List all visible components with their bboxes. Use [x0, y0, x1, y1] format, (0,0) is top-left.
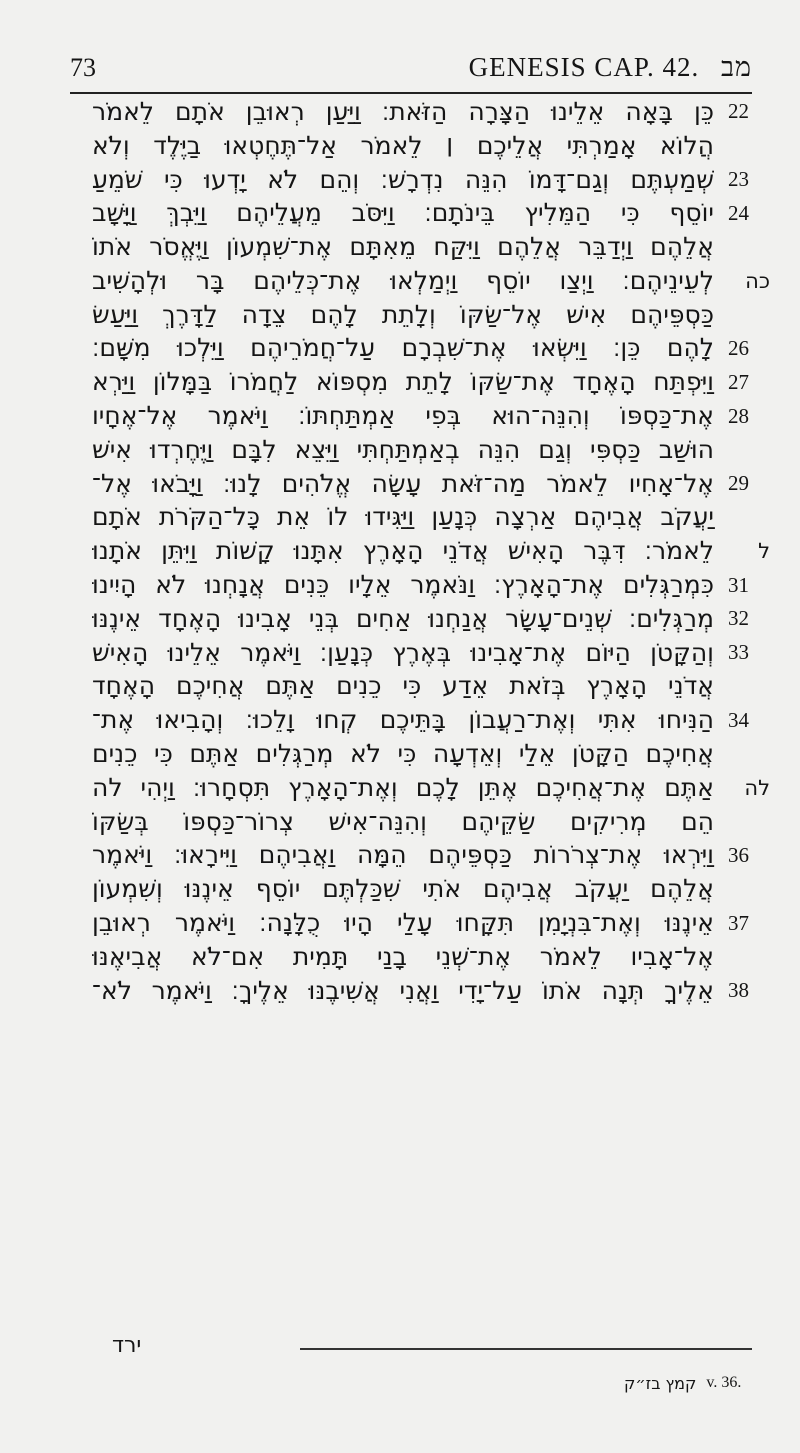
- verse-number: לה: [744, 775, 770, 800]
- text-line: [92, 974, 770, 1008]
- line-text: לֵאמֹר׃ דִּבֶּר הָאִישׁ אֲדֹנֵי הָאָרֶץ אִתָּנוּ קָשׁוֹת וַיִּתֵּן אֹתָנוּ: [92, 536, 714, 566]
- text-line: [92, 940, 770, 974]
- text-line: [92, 467, 770, 501]
- line-text: הַנִּיחוּ אִתִּי וְאֶת־רַעֲבוֹן בָּתֵּיכֶם קְחוּ וָלֵכוּ׃ וְהָבִיאוּ אֶת־: [92, 705, 714, 735]
- line-text: אֲחִיכֶם הַקָּטֹן אֵלַי וְאֵדְעָה כִּי לֹא מְרַגְּלִים אַתֶּם כִּי כֵנִים: [92, 739, 714, 769]
- chapter-hebrew: מב: [720, 52, 752, 82]
- text-line: [92, 670, 770, 704]
- line-text: הֲלוֹא אָמַרְתִּי אֲלֵיכֶם ׀ לֵאמֹר אַל־תֶּחֶטְאוּ בַיֶּלֶד וְלֹא: [92, 130, 714, 160]
- line-text: אֲלֵהֶם יַעֲקֹב אֲבִיהֶם אֹתִי שִׁכַּלְתֶּם יוֹסֵף אֵינֶנּוּ וְשִׁמְעוֹן: [92, 874, 714, 904]
- page-number: 73: [70, 53, 96, 82]
- line-text: אֵלֶיךָ תְּנָה אֹתוֹ עַל־יָדִי וַאֲנִי אֲשִׁיבֶנּוּ אֵלֶיךָ׃ וַיֹּאמֶר לֹא־: [92, 975, 714, 1005]
- text-line: [92, 332, 770, 366]
- line-text: כַּסְפֵּיהֶם אִישׁ אֶל־שַׂקּוֹ וְלָתֵת לָהֶם צֵדָה לַדָּרֶךְ וַיַּעַשׂ: [92, 299, 714, 329]
- line-text: וַיִּרְאוּ אֶת־צְרֹרוֹת כַּסְפֵּיהֶם הֵמָּה וַאֲבִיהֶם וַיִּירָאוּ׃ וַיֹּאמֶר: [92, 840, 714, 870]
- footnote-rule: [300, 1348, 752, 1350]
- running-head-title: GENESIS CAP. 42.: [468, 52, 700, 82]
- line-text: יַעֲקֹב אֲבִיהֶם אַרְצָה כְּנָעַן וַיַּגִּידוּ לוֹ אֵת כָּל־הַקֹּרֹת אֹתָם: [92, 502, 714, 532]
- line-text: אֶל־אָחִיו לֵאמֹר מַה־זֹּאת עָשָׂה אֱלֹהִים לָנוּ׃ וַיָּבֹאוּ אֶל־: [92, 468, 714, 498]
- line-text: הוּשַׁב כַּסְפִּי וְגַם הִנֵּה בְאַמְתַּחְתִּי וַיֵּצֵא לִבָּם וַיֶּחֶרְדוּ אִישׁ: [92, 434, 714, 464]
- text-line: [92, 129, 770, 163]
- verse-number: 27: [728, 369, 749, 394]
- verse-number: 34: [728, 707, 749, 732]
- catchword: ירד: [112, 1333, 142, 1358]
- line-text: לָהֶם כֵּן׃ וַיִּשְׂאוּ אֶת־שִׁבְרָם עַל־חֲמֹרֵיהֶם וַיֵּלְכוּ מִשָּׁם׃: [92, 333, 714, 363]
- text-line: [92, 771, 770, 805]
- line-text: אֶל־אָבִיו לֵאמֹר אֶת־שְׁנֵי בָנַי תָּמִית אִם־לֹא אֲבִיאֶנּוּ: [92, 941, 714, 971]
- text-line: [92, 433, 770, 467]
- text-line: [92, 636, 770, 670]
- page-header: [70, 52, 752, 94]
- line-text: אֲדֹנֵי הָאָרֶץ בְּזֹאת אֵדַע כִּי כֵנִים אַתֶּם אֲחִיכֶם הָאֶחָד: [92, 671, 714, 701]
- line-text: הֵם מְרִיקִים שַׂקֵּיהֶם וְהִנֵּה־אִישׁ צְרוֹר־כַּסְפּוֹ בְּשַׂקּוֹ: [92, 806, 714, 836]
- text-line: [92, 534, 770, 568]
- text-line: [92, 737, 770, 771]
- footnote-hebrew: קמץ בז״ק: [624, 1374, 697, 1393]
- text-line: [92, 163, 770, 197]
- text-body: [92, 95, 770, 1008]
- verse-number: כה: [745, 268, 770, 293]
- verse-number: 28: [728, 403, 749, 428]
- text-line: [92, 872, 770, 906]
- line-text: כֵּן בָּאָה אֵלֵינוּ הַצָּרָה הַזֹּאת׃ וַיַּעַן רְאוּבֵן אֹתָם לֵאמֹר: [92, 96, 714, 126]
- verse-number: 37: [728, 910, 749, 935]
- line-text: יוֹסֵף כִּי הַמֵּלִיץ בֵּינֹתָם׃ וַיִּסֹּב מֵעֲלֵיהֶם וַיֵּבְךְּ וַיָּשָׁב: [92, 198, 714, 228]
- line-text: וַיִּפְתַּח הָאֶחָד אֶת־שַׂקּוֹ לָתֵת מִסְפּוֹא לַחֲמֹרוֹ בַּמָּלוֹן וַיַּרְא: [92, 367, 714, 397]
- text-line: [92, 703, 770, 737]
- text-line: [92, 399, 770, 433]
- verse-number: 31: [728, 572, 749, 597]
- text-line: [92, 196, 770, 230]
- verse-number: 38: [728, 978, 749, 1003]
- line-text: שְׁמַעְתֶּם וְגַם־דָּמוֹ הִנֵּה נִדְרָשׁ׃ וְהֵם לֹא יָדְעוּ כִּי שֹׁמֵעַ: [92, 164, 714, 194]
- verse-number: 36: [728, 842, 749, 867]
- text-line: [92, 365, 770, 399]
- line-text: לְעֵינֵיהֶם׃ וַיְצַו יוֹסֵף וַיְמַלְאוּ אֶת־כְּלֵיהֶם בָּר וּלְהָשִׁיב: [92, 265, 714, 295]
- verse-number: 24: [728, 200, 749, 225]
- line-text: אֵינֶנּוּ וְאֶת־בִּנְיָמִן תִּקָּחוּ עָלַי הָיוּ כֻלָּנָה׃ וַיֹּאמֶר רְאוּבֵן: [92, 908, 714, 938]
- text-line: [92, 501, 770, 535]
- running-head: [469, 52, 752, 83]
- text-line: [92, 230, 770, 264]
- verse-number: 32: [728, 606, 749, 631]
- footnote-reference: v. 36.: [706, 1374, 742, 1391]
- line-text: וְהַקָּטֹן הַיּוֹם אֶת־אָבִינוּ בְּאֶרֶץ כְּנָעַן׃ וַיֹּאמֶר אֵלֵינוּ הָאִישׁ: [92, 637, 714, 667]
- text-line: [92, 95, 770, 129]
- verse-number: ל: [758, 539, 770, 564]
- text-line: [92, 805, 770, 839]
- verse-number: 26: [728, 335, 749, 360]
- text-line: [92, 264, 770, 298]
- verse-number: 29: [728, 471, 749, 496]
- text-line: [92, 839, 770, 873]
- text-line: [92, 298, 770, 332]
- line-text: כִּמְרַגְּלִים אֶת־הָאָרֶץ׃ וַנֹּאמֶר אֵלָיו כֵּנִים אֲנָחְנוּ לֹא הָיִינוּ: [92, 570, 714, 600]
- text-line: [92, 602, 770, 636]
- line-text: אֲלֵהֶם וַיְדַבֵּר אֲלֵהֶם וַיִּקַּח מֵאִתָּם אֶת־שִׁמְעוֹן וַיֶּאֱסֹר אֹתוֹ: [92, 232, 714, 262]
- line-text: אֶת־כַּסְפּוֹ וְהִנֵּה־הוּא בְּפִי אַמְתַּחְתּוֹ׃ וַיֹּאמֶר אֶל־אֶחָיו: [92, 401, 714, 431]
- text-line: [92, 568, 770, 602]
- verse-number: 23: [728, 166, 749, 191]
- footnote: [624, 1374, 741, 1393]
- verse-number: 22: [728, 99, 749, 124]
- verse-number: 33: [728, 640, 749, 665]
- text-line: [92, 906, 770, 940]
- line-text: מְרַגְּלִים׃ שְׁנֵים־עָשָׂר אֲנַחְנוּ אַחִים בְּנֵי אָבִינוּ הָאֶחָד אֵינֶנּוּ: [92, 603, 714, 633]
- line-text: אַתֶּם אֶת־אֲחִיכֶם אֶתֵּן לָכֶם וְאֶת־הָאָרֶץ תִּסְחָרוּ׃ וַיְהִי לה: [92, 772, 714, 802]
